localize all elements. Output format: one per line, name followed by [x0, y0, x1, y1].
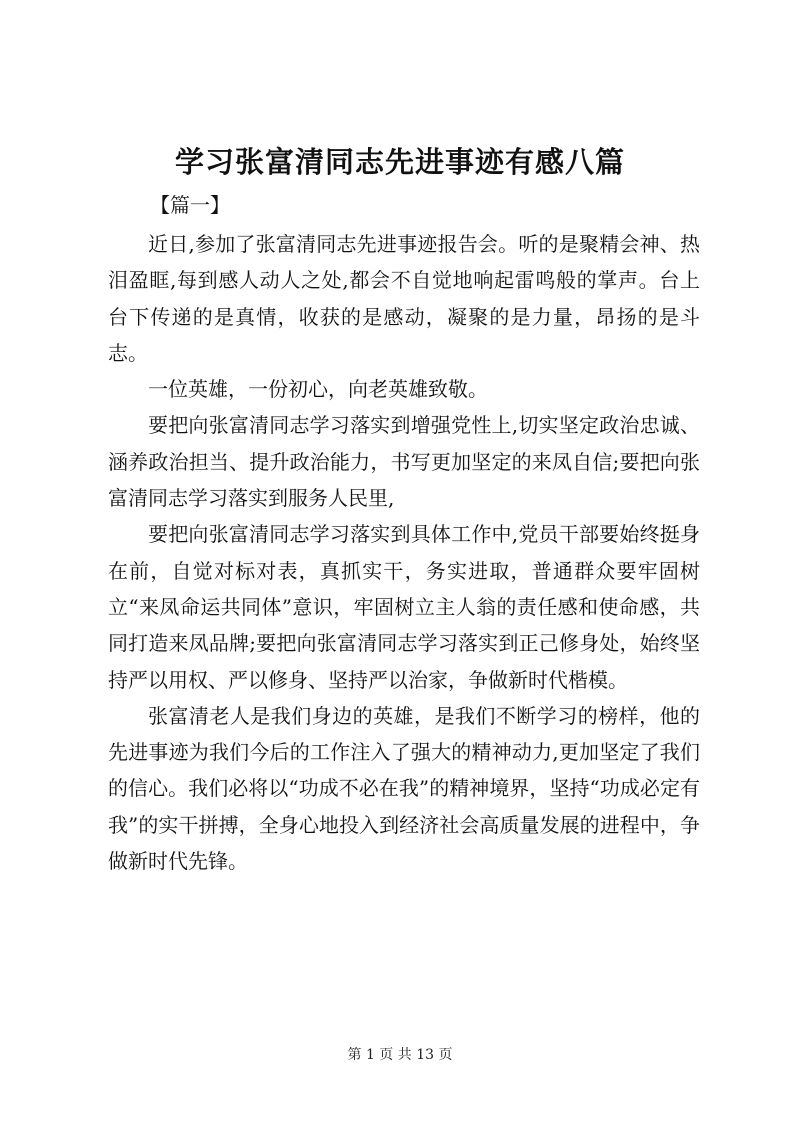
document-body: [108, 226, 700, 879]
section-label: 【篇一】: [150, 193, 230, 217]
paragraph: 要把向张富清同志学习落实到增强党性上,切实坚定政治忠诚、涵养政治担当、提升政治能力，书写更加坚定的来凤自信;要把向张富清同志学习落实到服务人民里,: [108, 413, 700, 511]
page-number-footer: 第 1 页 共 13 页: [347, 1047, 453, 1063]
document-title: 学习张富清同志先进事迹有感八篇: [174, 145, 625, 179]
paragraph: 张富清老人是我们身边的英雄，是我们不断学习的榜样，他的先进事迹为我们今后的工作注入了强大的精神动力,更加坚定了我们的信心。我们必将以“功成不必在我”的精神境界，坚持“功成必定有我”的实干拼搏，全身心地投入到经济社会高质量发展的进程中，争做新时代先锋。: [108, 703, 700, 874]
paragraph: 要把向张富清同志学习落实到具体工作中,党员干部要始终挺身在前，自觉对标对表，真抓实干，务实进取，普通群众要牢固树立“来凤命运共同体”意识，牢固树立主人翁的责任感和使命感，共同打造来凤品牌;要把向张富清同志学习落实到正己修身处，始终坚持严以用权、严以修身、坚持严以治家，争做新时代楷模。: [108, 522, 700, 692]
paragraph: 一位英雄，一份初心，向老英雄致敬。: [148, 377, 488, 402]
paragraph: 近日,参加了张富清同志先进事迹报告会。听的是聚精会神、热泪盈眶,每到感人动人之处,都会不自觉地响起雷鸣般的掌声。台上台下传递的是真情，收获的是感动，凝聚的是力量，昂扬的是斗志。: [108, 232, 700, 365]
